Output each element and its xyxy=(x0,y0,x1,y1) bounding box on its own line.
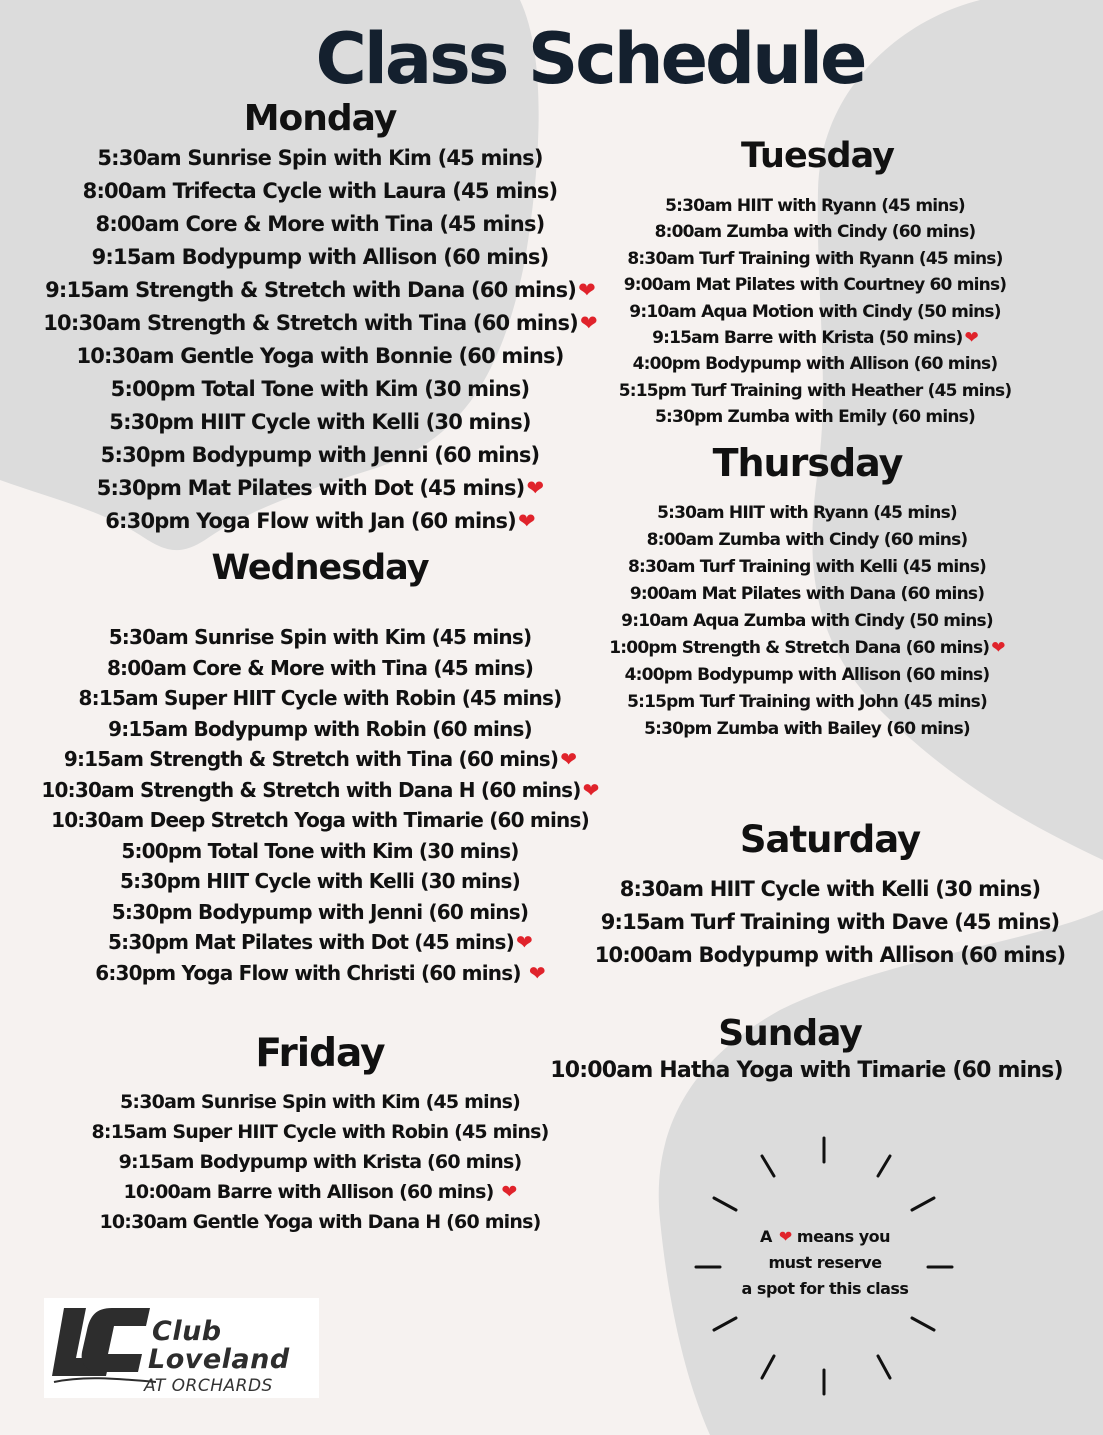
class-item xyxy=(20,927,620,958)
logo-text-loveland: Loveland xyxy=(148,1344,290,1375)
class-item xyxy=(20,744,620,775)
class-text: 8:15am Super HIIT Cycle with Robin (45 mins) xyxy=(91,1121,549,1143)
class-item xyxy=(575,873,1085,906)
class-text: 5:30pm Mat Pilates with Dot (45 mins) xyxy=(108,930,514,954)
class-item xyxy=(600,378,1030,404)
class-text: 6:30pm Yoga Flow with Jan (60 mins) xyxy=(105,509,516,533)
class-text: 10:30am Gentle Yoga with Dana H (60 mins) xyxy=(99,1211,541,1233)
class-text: 5:30pm Mat Pilates with Dot (45 mins) xyxy=(96,476,525,500)
class-text: 5:30am HIIT with Ryann (45 mins) xyxy=(665,196,965,216)
class-text: 5:15pm Turf Training with Heather (45 mins) xyxy=(618,380,1012,401)
class-item xyxy=(20,142,620,175)
class-item xyxy=(20,208,620,241)
class-text: 4:00pm Bodypump with Allison (60 mins) xyxy=(632,354,998,375)
lc-monogram-image xyxy=(52,1308,150,1376)
logo-text-orchards: AT ORCHARDS xyxy=(144,1376,273,1396)
reserve-heart-icon: ❤ xyxy=(528,960,545,985)
class-item xyxy=(600,404,1030,430)
class-text: 5:30am HIIT with Ryann (45 mins) xyxy=(657,503,957,523)
class-item xyxy=(20,897,620,928)
class-item xyxy=(530,1054,1083,1088)
class-item xyxy=(585,581,1029,608)
class-item xyxy=(20,775,620,806)
class-text: 5:30am Sunrise Spin with Kim (45 mins) xyxy=(120,1091,520,1113)
class-text: 8:15am Super HIIT Cycle with Robin (45 mins) xyxy=(78,686,562,710)
class-list-sunday xyxy=(530,1054,1083,1088)
class-text: 5:00pm Total Tone with Kim (30 mins) xyxy=(110,377,530,401)
class-text: 10:30am Gentle Yoga with Bonnie (60 mins) xyxy=(76,344,564,368)
class-list-monday xyxy=(20,142,620,538)
class-item xyxy=(20,683,620,714)
class-text: 10:30am Deep Stretch Yoga with Timarie (60 mins) xyxy=(51,808,589,832)
class-text: 4:00pm Bodypump with Allison (60 mins) xyxy=(624,665,990,685)
class-list-wednesday xyxy=(20,622,620,988)
day-heading-saturday: Saturday xyxy=(739,818,921,861)
club-loveland-logo xyxy=(44,1298,319,1398)
day-heading-monday: Monday xyxy=(243,98,397,139)
class-text: 5:30pm Bodypump with Jenni (60 mins) xyxy=(111,899,529,924)
class-text: 10:00am Bodypump with Allison (60 mins) xyxy=(594,943,1066,967)
class-text: 9:15am Turf Training with Dave (45 mins) xyxy=(600,910,1060,934)
class-item xyxy=(600,246,1030,272)
class-item xyxy=(20,622,620,653)
class-text: 8:30am Turf Training with Ryann (45 mins) xyxy=(627,248,1003,269)
class-item xyxy=(20,1087,620,1117)
page-title: Class Schedule xyxy=(315,18,865,100)
class-item xyxy=(600,351,1030,377)
class-text: 5:30pm HIIT Cycle with Kelli (30 mins) xyxy=(109,410,531,434)
class-text: 10:00am Hatha Yoga with Timarie (60 mins) xyxy=(550,1058,1063,1083)
reserve-heart-icon: ❤ xyxy=(560,747,577,771)
reserve-heart-icon: ❤ xyxy=(515,930,532,954)
class-item xyxy=(20,274,620,307)
class-text: 6:30pm Yoga Flow with Christi (60 mins) xyxy=(95,960,527,985)
class-item xyxy=(575,906,1085,939)
class-text: 10:30am Strength & Stretch with Dana H (60 mins) xyxy=(41,777,581,802)
reserve-heart-icon: ❤ xyxy=(964,328,978,349)
reserve-heart-icon: ❤ xyxy=(501,1181,517,1203)
reserve-heart-icon: ❤ xyxy=(579,311,597,335)
class-item xyxy=(20,175,620,208)
class-item xyxy=(20,958,620,989)
class-text: 9:15am Bodypump with Robin (60 mins) xyxy=(108,716,532,741)
class-text: 9:00am Mat Pilates with Dana (60 mins) xyxy=(629,584,985,604)
lc-monogram-icon xyxy=(52,1306,156,1386)
logo-swoosh xyxy=(54,1378,156,1382)
class-item xyxy=(20,1177,620,1207)
class-item xyxy=(20,406,620,439)
class-text: 8:00am Core & More with Tina (45 mins) xyxy=(106,655,534,680)
reserve-heart-icon: ❤ xyxy=(526,476,544,500)
reserve-heart-icon: ❤ xyxy=(582,777,599,802)
class-text: 5:30pm Zumba with Bailey (60 mins) xyxy=(644,719,970,739)
class-text: 1:00pm Strength & Stretch Dana (60 mins) xyxy=(609,638,990,658)
class-text: 9:00am Mat Pilates with Courtney 60 mins) xyxy=(623,275,1007,296)
class-item xyxy=(20,653,620,684)
class-text: 8:00am Zumba with Cindy (60 mins) xyxy=(646,530,968,550)
legend-line-3: a spot for this class xyxy=(741,1279,909,1298)
legend-prefix: A xyxy=(759,1227,772,1246)
day-heading-thursday: Thursday xyxy=(712,441,903,485)
class-item xyxy=(585,716,1029,743)
class-text: 5:15pm Turf Training with John (45 mins) xyxy=(627,692,987,712)
class-item xyxy=(600,272,1030,298)
class-item xyxy=(575,939,1085,972)
class-text: 5:30pm Bodypump with Jenni (60 mins) xyxy=(100,443,540,467)
class-item xyxy=(585,635,1029,662)
class-item xyxy=(585,662,1029,689)
class-item xyxy=(20,472,620,505)
class-text: 5:30am Sunrise Spin with Kim (45 mins) xyxy=(108,625,532,649)
reserve-legend xyxy=(700,1224,950,1302)
class-text: 8:00am Core & More with Tina (45 mins) xyxy=(95,212,545,236)
reserve-heart-icon: ❤ xyxy=(578,278,595,302)
logo-text-club: Club xyxy=(152,1316,222,1347)
class-item xyxy=(585,608,1029,635)
class-text: 5:00pm Total Tone with Kim (30 mins) xyxy=(121,838,519,863)
heart-icon: ❤ xyxy=(778,1227,792,1246)
class-item xyxy=(20,1207,620,1237)
class-item xyxy=(20,373,620,406)
class-item xyxy=(600,193,1030,219)
class-item xyxy=(20,505,620,538)
class-text: 9:15am Bodypump with Allison (60 mins) xyxy=(91,245,549,269)
class-text: 9:15am Bodypump with Krista (60 mins) xyxy=(118,1151,522,1173)
class-item xyxy=(20,836,620,867)
day-heading-wednesday: Wednesday xyxy=(211,548,429,588)
class-text: 5:30pm Zumba with Emily (60 mins) xyxy=(655,407,975,428)
class-list-saturday xyxy=(575,873,1085,972)
class-text: 10:30am Strength & Stretch with Tina (60 mins) xyxy=(43,311,578,335)
class-text: 9:15am Strength & Stretch with Dana (60 mins) xyxy=(45,278,577,302)
reserve-heart-icon: ❤ xyxy=(991,638,1005,658)
class-item xyxy=(20,241,620,274)
class-text: 8:00am Trifecta Cycle with Laura (45 mins) xyxy=(82,179,558,203)
class-list-tuesday xyxy=(600,193,1030,431)
class-text: 8:30am Turf Training with Kelli (45 mins) xyxy=(627,557,986,577)
class-item xyxy=(20,1117,620,1147)
class-item xyxy=(20,340,620,373)
class-text: 9:10am Aqua Zumba with Cindy (50 mins) xyxy=(621,611,993,631)
class-text: 9:15am Strength & Stretch with Tina (60 mins) xyxy=(63,747,559,771)
class-item xyxy=(585,554,1029,581)
class-list-thursday xyxy=(585,500,1029,743)
reserve-heart-icon: ❤ xyxy=(517,509,535,533)
class-item xyxy=(20,307,620,340)
class-item xyxy=(20,805,620,836)
class-text: 5:30am Sunrise Spin with Kim (45 mins) xyxy=(97,146,543,170)
class-item xyxy=(20,714,620,745)
legend-line-2: must reserve xyxy=(768,1253,882,1272)
class-item xyxy=(585,527,1029,554)
class-item xyxy=(600,219,1030,245)
day-heading-friday: Friday xyxy=(255,1031,385,1076)
class-text: 9:10am Aqua Motion with Cindy (50 mins) xyxy=(629,301,1001,322)
class-item xyxy=(585,500,1029,527)
class-list-friday xyxy=(20,1087,620,1237)
class-item xyxy=(20,1147,620,1177)
class-item xyxy=(20,439,620,472)
class-item xyxy=(600,325,1030,351)
class-item xyxy=(585,689,1029,716)
class-text: 10:00am Barre with Allison (60 mins) xyxy=(123,1181,500,1203)
day-heading-sunday: Sunday xyxy=(718,1013,862,1054)
class-text: 5:30pm HIIT Cycle with Kelli (30 mins) xyxy=(120,869,520,893)
class-item xyxy=(20,866,620,897)
legend-suffix: means you xyxy=(796,1227,891,1246)
class-text: 8:00am Zumba with Cindy (60 mins) xyxy=(654,222,976,243)
class-text: 9:15am Barre with Krista (50 mins) xyxy=(652,328,963,349)
class-text: 8:30am HIIT Cycle with Kelli (30 mins) xyxy=(619,877,1041,901)
day-heading-tuesday: Tuesday xyxy=(741,136,894,176)
class-item xyxy=(600,299,1030,325)
